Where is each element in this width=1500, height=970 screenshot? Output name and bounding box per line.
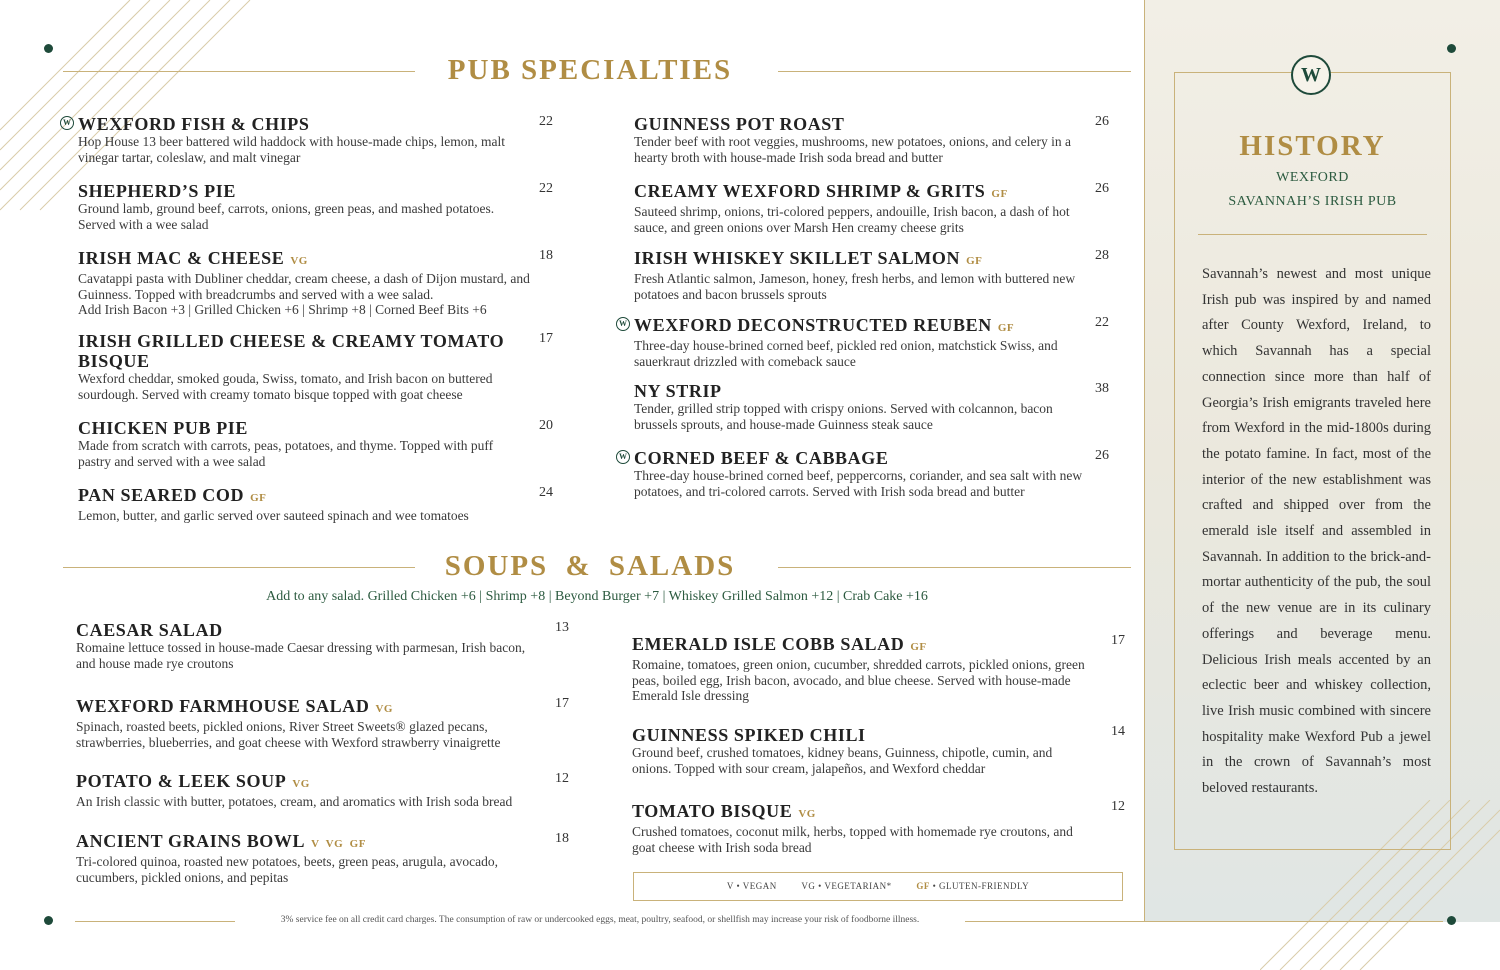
- menu-item: [78, 485, 528, 524]
- item-description: Romaine lettuce tossed in house-made Caesar dressing with parmesan, Irish bacon, and house made rye croutons: [76, 640, 526, 671]
- menu-item: [78, 248, 533, 318]
- item-name: WEXFORD FARMHOUSE SALAD VG: [76, 696, 393, 716]
- menu-item: [634, 315, 1089, 369]
- section-title-soups-salads: SOUPS & SALADS: [444, 550, 736, 582]
- item-price: 26: [1095, 114, 1109, 129]
- menu-item: [78, 331, 528, 402]
- item-price: 18: [539, 248, 553, 263]
- item-description: Ground beef, crushed tomatoes, kidney beans, Guinness, chipotle, cumin, and onions. Topped with sour cream, jalapeños, and Wexford cheddar: [632, 745, 1053, 776]
- menu-item: [76, 831, 541, 885]
- dietary-tag: GF: [991, 188, 1008, 200]
- menu-item: [634, 381, 1089, 432]
- wexford-logo-icon: W: [1291, 55, 1331, 95]
- item-price: 13: [555, 620, 569, 635]
- history-subtitle: WEXFORD: [1276, 170, 1349, 185]
- divider: [778, 71, 1131, 72]
- item-description: Tender beef with root veggies, mushrooms, new potatoes, onions, and celery in a hearty broth with house-made Irish soda bread and butter: [634, 134, 1071, 165]
- item-price: 14: [1111, 724, 1125, 739]
- item-price: 17: [539, 331, 553, 346]
- menu-item: [634, 448, 1089, 499]
- divider: [1198, 234, 1427, 235]
- item-name: CORNED BEEF & CABBAGE: [634, 448, 889, 468]
- legend-vegetarian: VG • VEGETARIAN*: [801, 881, 892, 891]
- item-name: POTATO & LEEK SOUP VG: [76, 771, 310, 791]
- salad-addons-line: Add to any salad. Grilled Chicken +6 | Shrimp +8 | Beyond Burger +7 | Whiskey Grilled Salmon +12 | Crab Cake +16: [266, 589, 928, 604]
- item-description: Three-day house-brined corned beef, pickled red onion, matchstick Swiss, and sauerkraut drizzled with comeback sauce: [634, 338, 1058, 369]
- item-description: Romaine, tomatoes, green onion, cucumber, shredded carrots, pickled onions, green peas, boiled egg, Irish bacon, avocado, and blue cheese. Served with house-made Emerald Isle dressing: [632, 657, 1085, 703]
- item-price: 38: [1095, 381, 1109, 396]
- item-description: Hop House 13 beer battered wild haddock with house-made chips, lemon, malt vinegar tartar, coleslaw, and malt vinegar: [78, 134, 506, 165]
- item-name: CAESAR SALAD: [76, 620, 223, 640]
- menu-item: [632, 634, 1097, 704]
- item-name: ANCIENT GRAINS BOWL V VG GF: [76, 831, 366, 851]
- item-price: 12: [1111, 799, 1125, 814]
- dietary-tag: GF: [250, 492, 267, 504]
- item-name: EMERALD ISLE COBB SALAD GF: [632, 634, 927, 654]
- item-name: SHEPHERD’S PIE: [78, 181, 236, 201]
- footer-disclaimer: 3% service fee on all credit card charges. The consumption of raw or undercooked eggs, meat, poultry, seafood, or shellfish may increase your risk of foodborne illness.: [280, 915, 920, 925]
- dietary-tag: VG: [798, 808, 816, 820]
- item-price: 22: [539, 114, 553, 129]
- divider: [63, 71, 415, 72]
- item-name: WEXFORD DECONSTRUCTED REUBEN GF: [634, 315, 1015, 335]
- item-description: Three-day house-brined corned beef, peppercorns, coriander, and sea salt with new potatoes, and tri-colored carrots. Served with Irish soda bread and butter: [634, 468, 1083, 499]
- item-price: 17: [1111, 633, 1125, 648]
- item-name: TOMATO BISQUE VG: [632, 801, 816, 821]
- menu-item: [76, 620, 541, 671]
- item-price: 12: [555, 771, 569, 786]
- item-description: Tender, grilled strip topped with crispy onions. Served with colcannon, bacon brussels sprouts, and house-made Guinness steak sauce: [634, 401, 1053, 432]
- item-price: 22: [1095, 315, 1109, 330]
- menu-item: [78, 181, 528, 232]
- item-name: GUINNESS POT ROAST: [634, 114, 845, 134]
- item-price: 26: [1095, 448, 1109, 463]
- corner-dot: [44, 916, 53, 925]
- dietary-legend: [633, 872, 1123, 901]
- legend-gf-code: GF: [916, 881, 930, 891]
- item-addons: Add Irish Bacon +3 | Grilled Chicken +6 | Shrimp +8 | Corned Beef Bits +6: [78, 302, 487, 317]
- item-name: CREAMY WEXFORD SHRIMP & GRITS GF: [634, 181, 1008, 201]
- item-price: 24: [539, 485, 553, 500]
- item-description: Ground lamb, ground beef, carrots, onions, green peas, and mashed potatoes. Served with a wee salad: [78, 201, 495, 232]
- dietary-tag: V VG GF: [311, 838, 366, 850]
- item-description: Crushed tomatoes, coconut milk, herbs, topped with homemade rye croutons, and goat cheese with Irish soda bread: [632, 824, 1073, 855]
- menu-item: [76, 771, 546, 810]
- menu-item: [78, 114, 528, 165]
- item-name: IRISH MAC & CHEESE VG: [78, 248, 308, 268]
- menu-item: [634, 181, 1089, 235]
- menu-item: [632, 725, 1092, 776]
- item-name: IRISH WHISKEY SKILLET SALMON GF: [634, 248, 983, 268]
- menu-item: [634, 114, 1089, 165]
- legend-vegan: V • VEGAN: [726, 881, 777, 891]
- item-name: CHICKEN PUB PIE: [78, 418, 249, 438]
- item-name: PAN SEARED COD GF: [78, 485, 267, 505]
- item-price: 18: [555, 831, 569, 846]
- item-description: Fresh Atlantic salmon, Jameson, honey, fresh herbs, and lemon with buttered new potatoes and bacon brussels sprouts: [634, 271, 1076, 302]
- menu-item: [78, 418, 528, 469]
- item-description: Spinach, roasted beets, pickled onions, River Street Sweets® glazed pecans, strawberries, blueberries, and goat cheese with Wexford strawberry vinaigrette: [76, 719, 501, 750]
- menu-item: [76, 696, 541, 750]
- item-name: NY STRIP: [634, 381, 722, 401]
- history-subtitle: SAVANNAH’S IRISH PUB: [1228, 194, 1397, 209]
- corner-dot: [44, 44, 53, 53]
- dietary-tag: GF: [966, 255, 983, 267]
- item-price: 26: [1095, 181, 1109, 196]
- dietary-tag: GF: [910, 641, 927, 653]
- item-description: Lemon, butter, and garlic served over sauteed spinach and wee tomatoes: [78, 508, 469, 523]
- item-name: GUINNESS SPIKED CHILI: [632, 725, 866, 745]
- dietary-tag: GF: [997, 322, 1015, 334]
- menu-item: [634, 248, 1089, 302]
- divider: [63, 567, 415, 568]
- dietary-tag: VG: [292, 778, 310, 790]
- item-description: Made from scratch with carrots, peas, potatoes, and thyme. Topped with puff pastry and served with a wee salad: [78, 438, 494, 469]
- item-description: An Irish classic with butter, potatoes, cream, and aromatics with Irish soda bread: [76, 794, 513, 809]
- item-description: Cavatappi pasta with Dubliner cheddar, cream cheese, a dash of Dijon mustard, and Guinness. Topped with breadcrumbs and served with a wee salad.: [78, 271, 530, 302]
- divider: [965, 921, 1443, 922]
- item-name: IRISH GRILLED CHEESE & CREAMY TOMATO BISQUE: [78, 331, 505, 371]
- item-description: Tri-colored quinoa, roasted new potatoes, beets, green peas, arugula, avocado, cucumbers, pickled onions, and pepitas: [76, 854, 498, 885]
- item-description: Sauteed shrimp, onions, tri-colored peppers, andouille, Irish bacon, a dash of hot sauce, and green onions over Marsh Hen creamy cheese grits: [634, 204, 1070, 235]
- item-price: 28: [1095, 248, 1109, 263]
- wexford-logo-icon: W: [616, 450, 630, 464]
- menu-item: [632, 801, 1092, 855]
- item-price: 22: [539, 181, 553, 196]
- wexford-logo-icon: W: [616, 317, 630, 331]
- item-description: Wexford cheddar, smoked gouda, Swiss, tomato, and Irish bacon on buttered sourdough. Served with creamy tomato bisque topped with goat cheese: [78, 371, 493, 402]
- item-price: 20: [539, 418, 553, 433]
- item-name: WEXFORD FISH & CHIPS: [78, 114, 310, 134]
- dietary-tag: VG: [375, 703, 393, 715]
- corner-dot: [1447, 44, 1456, 53]
- divider: [778, 567, 1131, 568]
- history-body: Savannah’s newest and most unique Irish pub was inspired by and named after County Wexford, Ireland, to which Savannah has a special connection since more than half of Georgia’s Irish emigrants traveled here from Wexford in the mid-1800s during the potato famine. In fact, most of the interior of the new establishment was crafted and shipped over from the emerald isle itself and assembled in Savannah. In addition to the brick-and-mortar authenticity of the pub, the soul of the new venue are in its culinary offerings and beverage menu. Delicious Irish meals accented by an eclectic beer and whiskey collection, live Irish music combined with sincere hospitality make Wexford Pub a jewel in the crown of Savannah’s most beloved restaurants.: [1202, 266, 1431, 797]
- item-price: 17: [555, 696, 569, 711]
- dietary-tag: VG: [290, 255, 308, 267]
- history-title: HISTORY: [1239, 130, 1386, 162]
- wexford-logo-icon: W: [60, 116, 74, 130]
- legend-gluten-friendly: • GLUTEN-FRIENDLY: [932, 881, 1030, 891]
- corner-dot: [1447, 916, 1456, 925]
- section-title-pub-specialties: PUB SPECIALTIES: [447, 54, 733, 86]
